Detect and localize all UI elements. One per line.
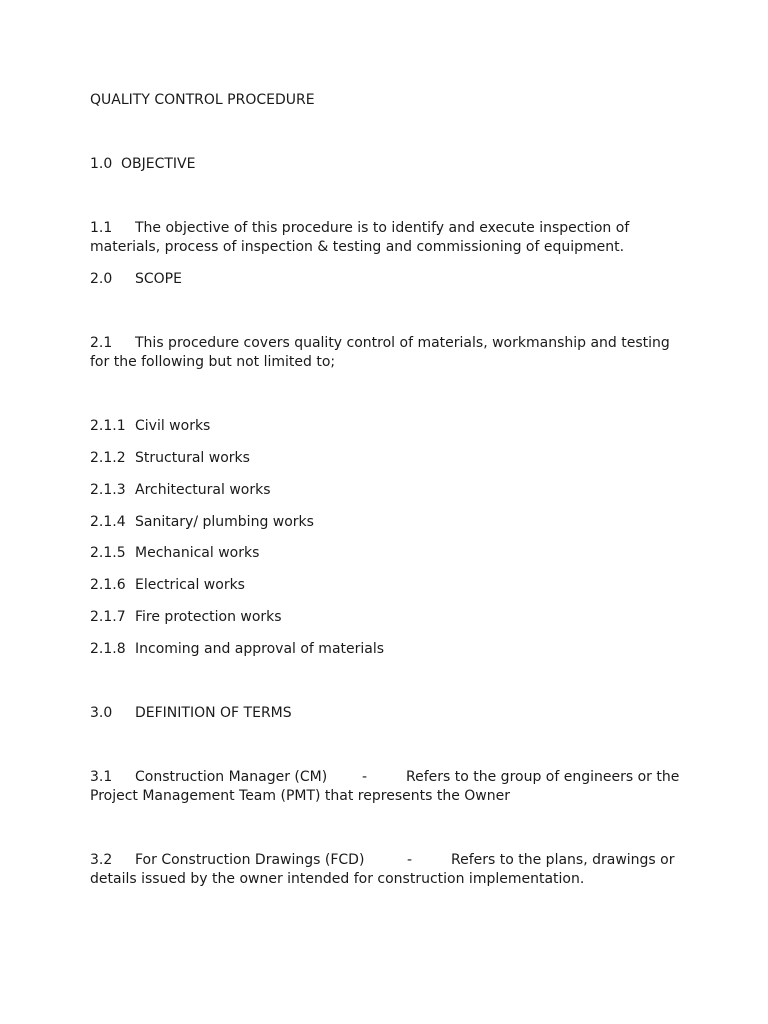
paragraph-text: The objective of this procedure is to identify and execute inspection of (135, 220, 630, 236)
section-number: 2.0 (90, 271, 113, 287)
item-label: Structural works (135, 450, 250, 466)
section-2-1-line-1 (90, 334, 690, 353)
section-number: 1.0 (90, 156, 113, 172)
section-1-1-line-1 (90, 219, 690, 238)
definition-term: For Construction Drawings (FCD) (135, 852, 365, 868)
section-3-heading (90, 704, 690, 723)
list-item (90, 544, 690, 563)
section-1-heading (90, 155, 690, 174)
definition-text: Refers to the group of engineers or the (406, 769, 680, 785)
item-label: Incoming and approval of materials (135, 641, 385, 657)
section-number: 3.2 (90, 852, 113, 868)
section-2-heading (90, 270, 690, 289)
item-label: Mechanical works (135, 545, 260, 561)
section-number: 3.0 (90, 705, 113, 721)
list-item (90, 608, 690, 627)
list-item (90, 640, 690, 659)
definition-3-1-line-1 (90, 768, 690, 787)
section-number: 1.1 (90, 220, 113, 236)
section-heading: SCOPE (135, 271, 182, 287)
item-label: Civil works (135, 418, 211, 434)
item-label: Fire protection works (135, 609, 282, 625)
section-heading: OBJECTIVE (121, 156, 196, 172)
section-2-1-line-2: for the following but not limited to; (90, 354, 336, 370)
document-title: QUALITY CONTROL PROCEDURE (90, 92, 315, 108)
item-number: 2.1.2 (90, 450, 126, 466)
item-label: Architectural works (135, 482, 271, 498)
item-number: 2.1.1 (90, 418, 126, 434)
item-number: 2.1.7 (90, 609, 126, 625)
item-number: 2.1.6 (90, 577, 126, 593)
item-label: Electrical works (135, 577, 245, 593)
definition-3-2-line-2: details issued by the owner intended for construction implementation. (90, 871, 585, 887)
item-number: 2.1.5 (90, 545, 126, 561)
definition-dash: - (362, 769, 368, 785)
item-label: Sanitary/ plumbing works (135, 514, 314, 530)
section-number: 3.1 (90, 769, 113, 785)
list-item (90, 576, 690, 595)
item-number: 2.1.3 (90, 482, 126, 498)
list-item (90, 449, 690, 468)
item-number: 2.1.4 (90, 514, 126, 530)
list-item (90, 417, 690, 436)
list-item (90, 513, 690, 532)
definition-term: Construction Manager (CM) (135, 769, 328, 785)
definition-text: Refers to the plans, drawings or (451, 852, 675, 868)
definition-dash: - (407, 852, 413, 868)
definition-3-2-line-1 (90, 851, 690, 870)
list-item (90, 481, 690, 500)
section-number: 2.1 (90, 335, 113, 351)
section-heading: DEFINITION OF TERMS (135, 705, 292, 721)
definition-3-1-line-2: Project Management Team (PMT) that represents the Owner (90, 788, 510, 804)
paragraph-text: This procedure covers quality control of materials, workmanship and testing (135, 335, 670, 351)
item-number: 2.1.8 (90, 641, 126, 657)
section-1-1-line-2: materials, process of inspection & testing and commissioning of equipment. (90, 239, 625, 255)
